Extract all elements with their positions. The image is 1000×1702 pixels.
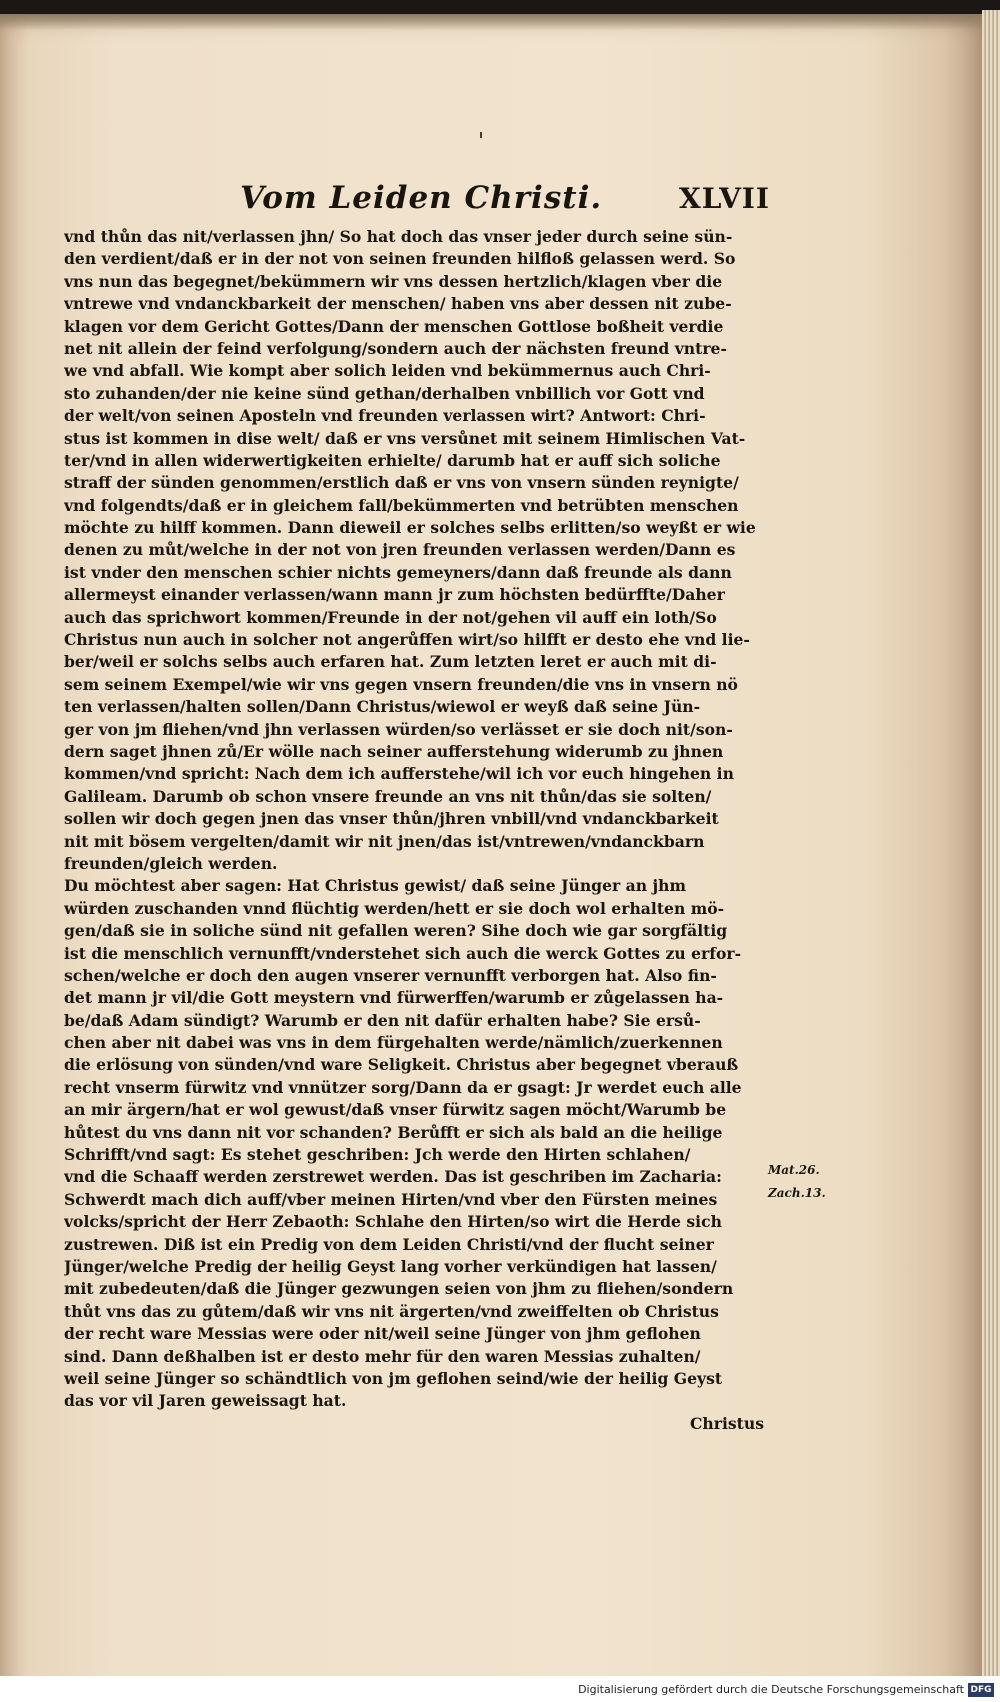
text-line: Du möchtest aber sagen: Hat Christus gewist/ daß seine Jünger an jhm <box>64 876 686 896</box>
text-line: mit zubedeuten/daß die Jünger gezwungen seien von jhm zu fliehen/sondern <box>64 1279 734 1299</box>
text-line: we vnd abfall. Wie kompt aber solich leiden vnd bekümmernus auch Chri- <box>64 361 711 381</box>
text-line: sto zuhanden/der nie keine sünd gethan/derhalben vnbillich vor Gott vnd <box>64 383 705 403</box>
text-line: straff der sünden genommen/erstlich daß er vns von vnsern sünden reynigte/ <box>64 473 739 493</box>
running-title: Vom Leiden Christi. <box>240 180 603 216</box>
text-line: möchte zu hilff kommen. Dann dieweil er solches selbs erlitten/so weyßt er wie <box>64 518 756 538</box>
text-line: sollen wir doch gegen jnen das vnser thůn/jhren vnbill/vnd vndanckbarkeit <box>64 809 719 829</box>
text-line: klagen vor dem Gericht Gottes/Dann der menschen Gottlose boßheit verdie <box>64 316 724 336</box>
catchword: Christus <box>690 1413 764 1433</box>
margin-note-zach: Zach.13. <box>768 1186 826 1200</box>
text-line: vnd folgendts/daß er in gleichem fall/bekümmerten vnd betrübten menschen <box>64 495 739 515</box>
text-line: stus ist kommen in dise welt/ daß er vns versůnet mit seinem Himlischen Vat- <box>64 428 746 448</box>
text-line: den verdient/daß er in der not von seinen freunden hilfloß gelassen werd. So <box>64 249 736 269</box>
text-line: dern saget jhnen zů/Er wölle nach seiner aufferstehung widerumb zu jhnen <box>64 741 724 761</box>
folio-number: XLVII <box>678 182 770 215</box>
text-line: ten verlassen/halten sollen/Dann Christus/wiewol er weyß daß seine Jün- <box>64 697 701 717</box>
text-line: ber/weil er solchs selbs auch erfaren hat. Zum letzten leret er auch mit di- <box>64 652 717 672</box>
text-line: vnd thůn das nit/verlassen jhn/ So hat doch das vnser jeder durch seine sün- <box>64 227 733 246</box>
text-line: würden zuschanden vnnd flüchtig werden/hett er sie doch wol erhalten mö- <box>64 898 725 918</box>
text-line: die erlösung von sünden/vnd ware Seligkeit. Christus aber begegnet vberauß <box>64 1055 739 1075</box>
text-line: chen aber nit dabei was vns in dem fürgehalten werde/nämlich/zuerkennen <box>64 1033 723 1053</box>
text-line: der welt/von seinen Aposteln vnd freunden verlassen wirt? Antwort: Chri- <box>64 406 706 426</box>
text-line: vntrewe vnd vndanckbarkeit der menschen/ haben vns aber dessen nit zube- <box>64 294 732 314</box>
text-line: volcks/spricht der Herr Zebaoth: Schlahe den Hirten/so wirt die Herde sich <box>64 1212 722 1232</box>
text-line: net nit allein der feind verfolgung/sondern auch der nächsten freund vntre- <box>64 338 727 358</box>
margin-note-mat: Mat.26. <box>768 1163 820 1177</box>
page-header <box>240 180 770 224</box>
ink-speck <box>480 132 482 138</box>
text-line: ist die menschlich vernunfft/vnderstehet sich auch die werck Gottes zu erfor- <box>64 943 742 963</box>
text-line: zustrewen. Diß ist ein Predig von dem Leiden Christi/vnd der flucht seiner <box>64 1234 714 1254</box>
footer-bar <box>0 1676 1000 1702</box>
text-line: vnd die Schaaff werden zerstrewet werden. Das ist geschriben im Zacharia: <box>64 1167 722 1187</box>
text-line: Schrifft/vnd sagt: Es stehet geschriben: Jch werde den Hirten schlahen/ <box>64 1145 691 1165</box>
text-line: sem seinem Exempel/wie wir vns gegen vnsern freunden/die vns in vnsern nö <box>64 674 738 694</box>
text-line: det mann jr vil/die Gott meystern vnd fürwerffen/warumb er zůgelassen ha- <box>64 988 724 1008</box>
text-line: kommen/vnd spricht: Nach dem ich aufferstehe/wil ich vor euch hingehen in <box>64 764 734 784</box>
text-line: freunden/gleich werden. <box>64 853 278 873</box>
text-line: recht vnserm fürwitz vnd vnnützer sorg/Dann da er gsagt: Jr werdet euch alle <box>64 1077 742 1097</box>
text-line: Christus nun auch in solcher not angerůffen wirt/so hilfft er desto ehe vnd lie- <box>64 630 750 650</box>
text-line: an mir ärgern/hat er wol gewust/daß vnser fürwitz sagen möcht/Warumb be <box>64 1100 727 1120</box>
text-line: denen zu můt/welche in der not von jren freunden verlassen werden/Dann es <box>64 540 736 560</box>
text-line: hůtest du vns dann nit vor schanden? Berůfft er sich als bald an die heilige <box>64 1122 723 1142</box>
text-line: Schwerdt mach dich auff/vber meinen Hirten/vnd vber den Fürsten meines <box>64 1189 718 1209</box>
text-line: auch das sprichwort kommen/Freunde in der not/gehen vil auff ein loth/So <box>64 607 717 627</box>
dfg-logo-icon: DFG <box>968 1683 994 1697</box>
text-line: nit mit bösem vergelten/damit wir nit jnen/das ist/vntrewen/vndanckbarn <box>64 831 705 851</box>
body-text <box>64 226 764 1435</box>
text-line: be/daß Adam sündigt? Warumb er den nit dafür erhalten habe? Sie ersů- <box>64 1010 701 1030</box>
text-line: Jünger/welche Predig der heilig Geyst lang vorher verkündigen hat lassen/ <box>64 1256 717 1276</box>
text-line: Galileam. Darumb ob schon vnsere freunde an vns nit thůn/das sie solten/ <box>64 786 712 806</box>
text-line: vns nun das begegnet/bekümmern wir vns dessen hertzlich/klagen vber die <box>64 271 723 291</box>
page-shadow <box>0 14 982 30</box>
text-line: ger von jm fliehen/vnd jhn verlassen würden/so verlässet er sie doch nit/son- <box>64 719 733 739</box>
page-edges <box>982 10 1000 1702</box>
text-line: weil seine Jünger so schändtlich von jm geflohen seind/wie der heilig Geyst <box>64 1368 723 1388</box>
text-line: schen/welche er doch den augen vnserer vernunfft verborgen hat. Also fin- <box>64 965 717 985</box>
text-line: thůt vns das zu gůtem/daß wir vns nit ärgerten/vnd zweiffelten ob Christus <box>64 1301 719 1321</box>
text-line: der recht ware Messias were oder nit/weil seine Jünger von jhm geflohen <box>64 1324 701 1344</box>
funding-credit: Digitalisierung gefördert durch die Deutsche Forschungsgemeinschaft <box>578 1683 964 1696</box>
text-line: ter/vnd in allen widerwertigkeiten erhielte/ darumb hat er auff sich soliche <box>64 450 721 470</box>
text-line: gen/daß sie in soliche sünd nit gefallen weren? Sihe doch wie gar sorgfältig <box>64 921 728 941</box>
text-line: das vor vil Jaren geweissagt hat. <box>64 1391 347 1411</box>
text-line: allermeyst einander verlassen/wann mann jr zum höchsten bedürffte/Daher <box>64 585 725 605</box>
text-line: sind. Dann deßhalben ist er desto mehr für den waren Messias zuhalten/ <box>64 1346 701 1366</box>
text-line: ist vnder den menschen schier nichts gemeyners/dann daß freunde als dann <box>64 562 732 582</box>
